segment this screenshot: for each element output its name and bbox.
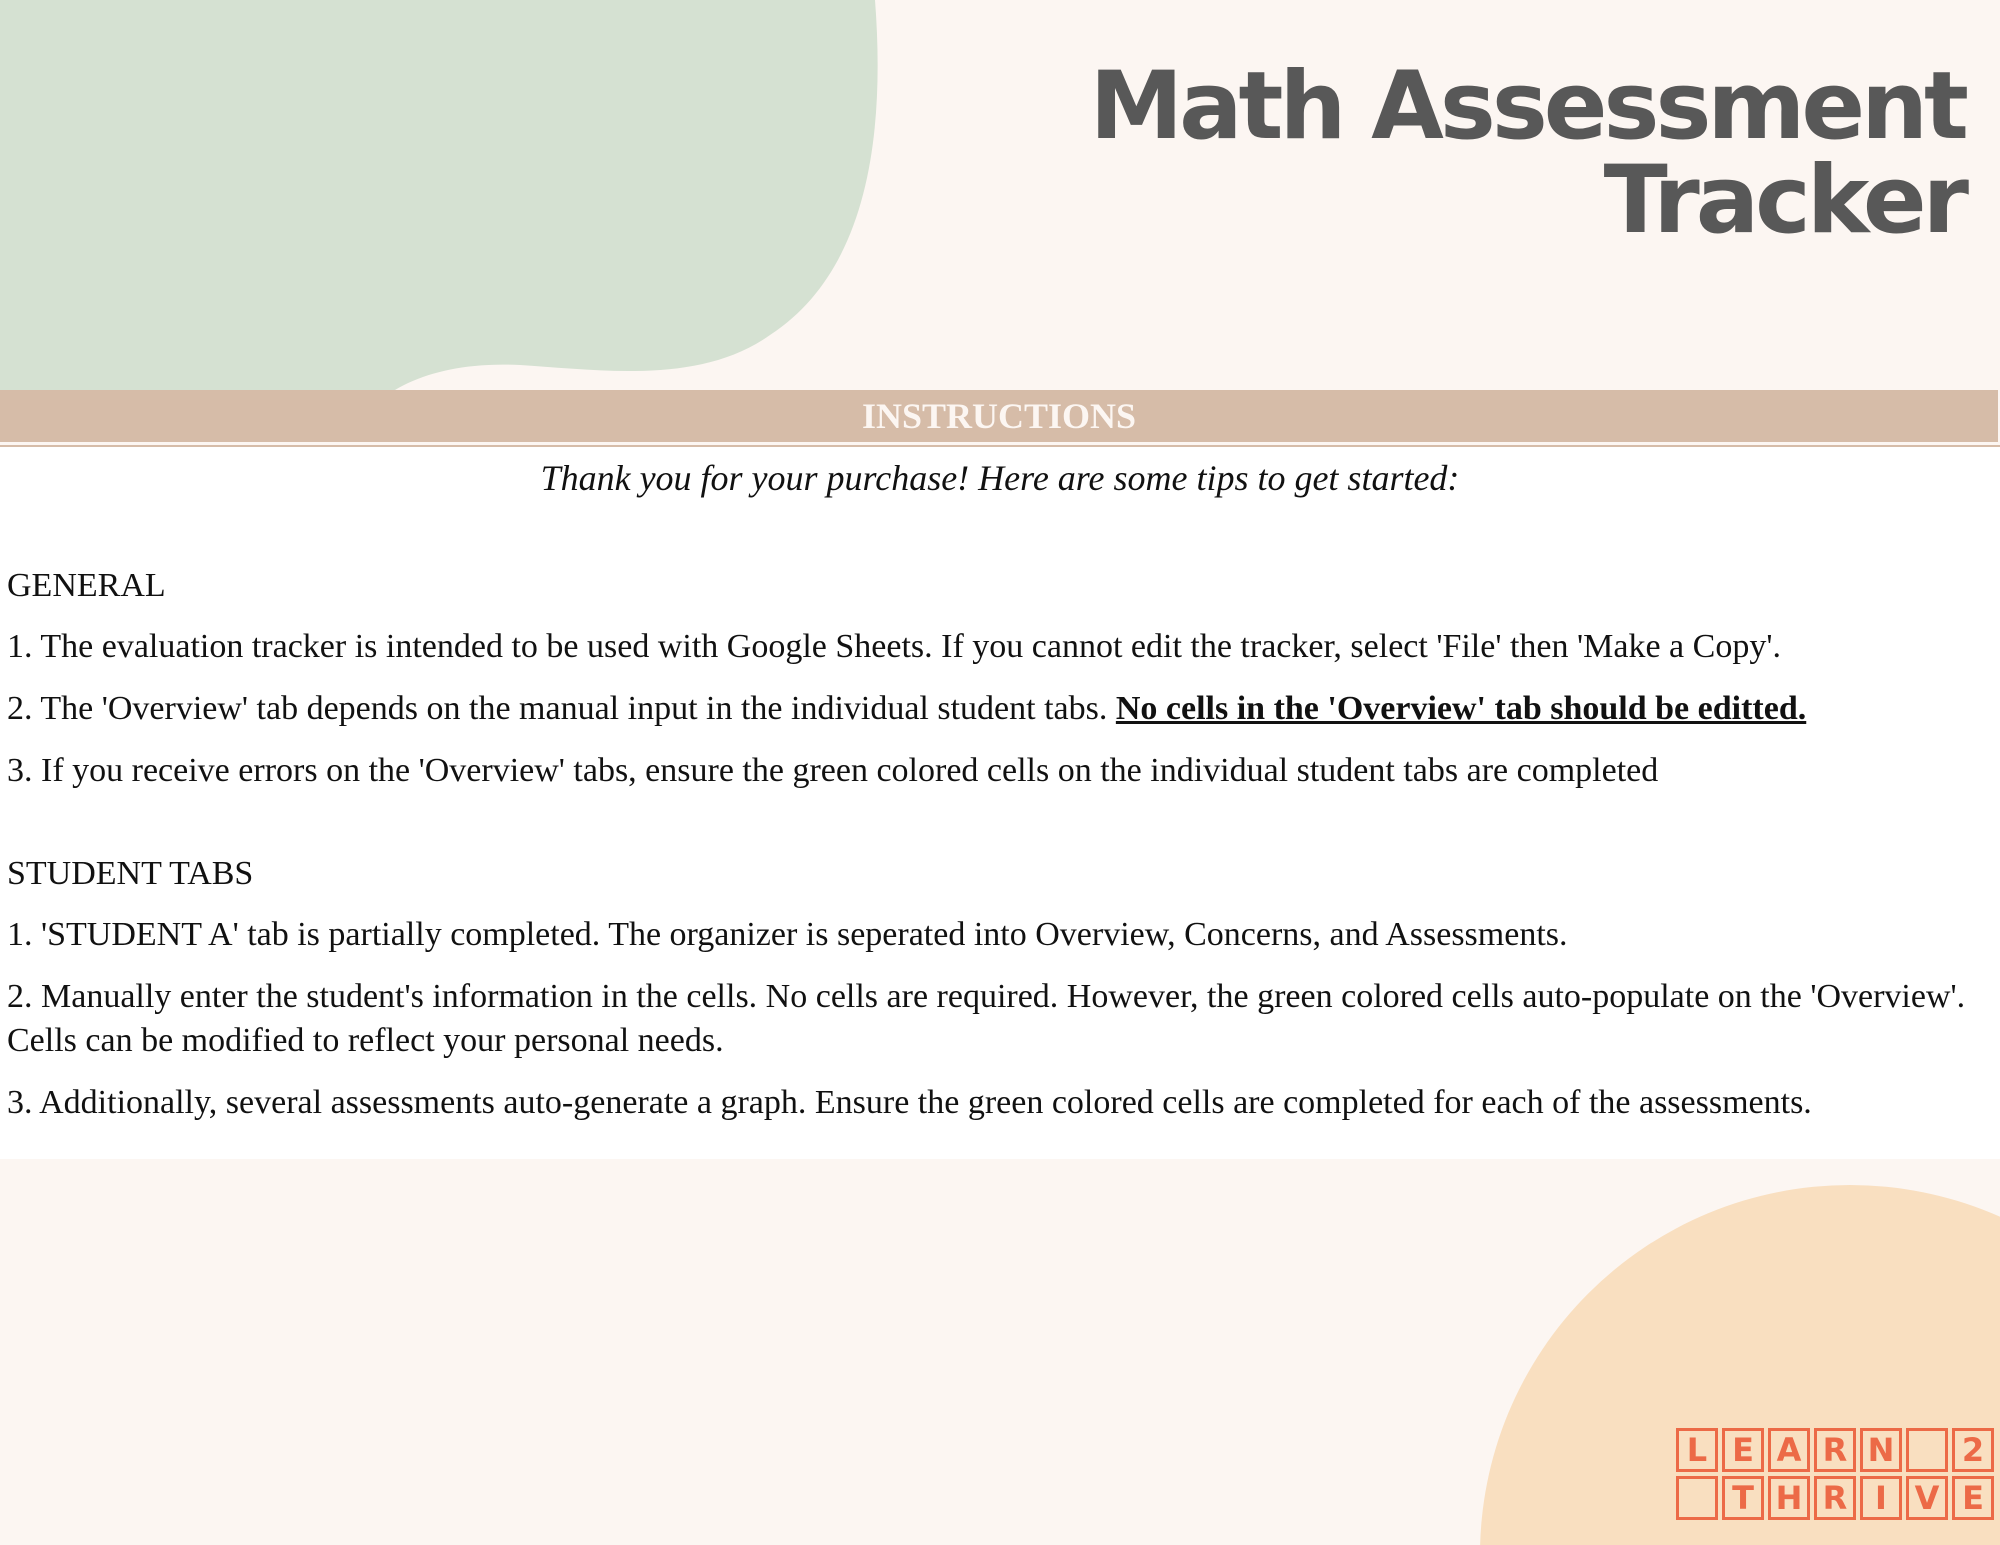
logo-cell: I [1860,1476,1902,1520]
instructions-band: INSTRUCTIONS [0,390,1998,442]
logo-cell [1676,1476,1718,1520]
general-item-2-emphasis: No cells in the 'Overview' tab should be editted. [1115,690,1807,727]
student-tabs-item-2-text: 2. Manually enter the student's information in the cells. No cells are required. However, the green colored cells auto-populate on the 'Overview'. Cells can be modified to reflect your personal needs. [7,978,1966,1059]
student-tabs-item-3-text: 3. Additionally, several assessments auto-generate a graph. Ensure the green colored cells are completed for each of the assessments. [7,1084,1812,1121]
intro-text: Thank you for your purchase! Here are some tips to get started: [540,458,1460,498]
logo-cell: H [1768,1476,1810,1520]
logo-cell: L [1676,1428,1718,1472]
general-item-2 [7,687,1967,731]
general-item-1-text: 1. The evaluation tracker is intended to be used with Google Sheets. If you cannot edit the tracker, select 'File' then 'Make a Copy'. [7,628,1781,665]
logo-cell [1906,1428,1948,1472]
logo-cell: T [1722,1476,1764,1520]
student-tabs-item-2 [7,975,1967,1063]
logo-cell: N [1860,1428,1902,1472]
instructions-panel [0,445,2000,1159]
general-item-3-text: 3. If you receive errors on the 'Overview' tabs, ensure the green colored cells on the individual student tabs are completed [7,752,1659,789]
instructions-content [7,565,1967,1143]
learn-2-thrive-logo [1676,1428,1994,1520]
logo-cell: R [1814,1476,1856,1520]
student-tabs-item-1-text: 1. 'STUDENT A' tab is partially completed. The organizer is seperated into Overview, Concerns, and Assessments. [7,916,1568,953]
student-tabs-item-3 [7,1081,1967,1125]
title-line-2: Tracker [1603,146,1965,255]
student-tabs-item-1 [7,913,1967,957]
page-title [1089,52,1965,255]
logo-cell: E [1952,1476,1994,1520]
logo-cell: A [1768,1428,1810,1472]
general-item-3 [7,749,1967,793]
general-item-2-text: 2. The 'Overview' tab depends on the manual input in the individual student tabs. [7,690,1116,727]
logo-cell: V [1906,1476,1948,1520]
logo-cell: 2 [1952,1428,1994,1472]
logo-cell: R [1814,1428,1856,1472]
section-heading-general: GENERAL [7,567,166,604]
logo-cell: E [1722,1428,1764,1472]
section-heading-student-tabs: STUDENT TABS [7,855,254,892]
general-item-1 [7,625,1967,669]
title-line-1: Math Assessment [1089,52,1965,161]
